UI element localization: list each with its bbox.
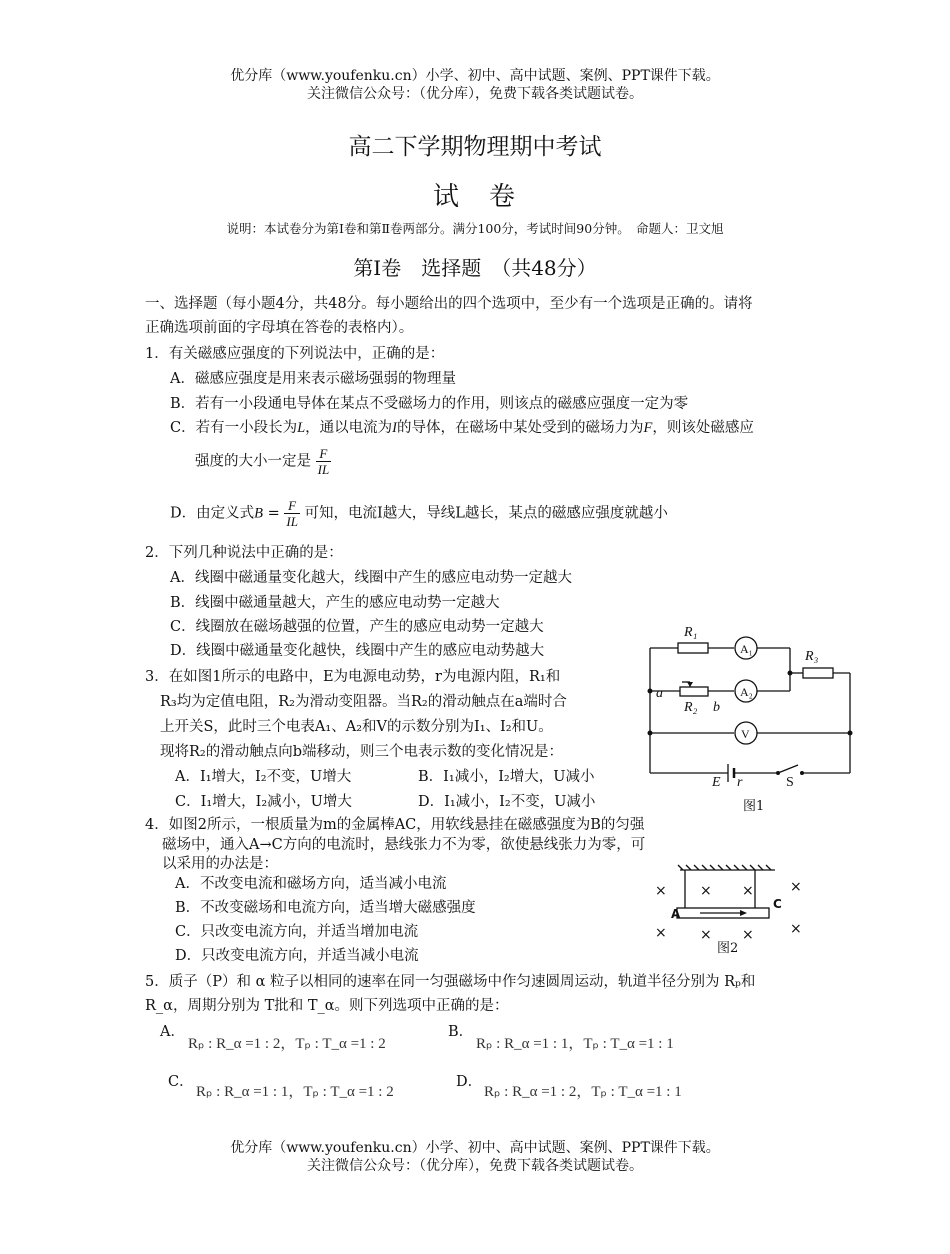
exam-note: 说明：本试卷分为第Ⅰ卷和第Ⅱ卷两部分。满分100分，考试时间90分钟。 命题人：卫文旭: [226, 221, 724, 236]
fraction-numerator: F: [284, 498, 300, 514]
figure-2-magnetic-field: [645, 862, 820, 962]
q1-c-text-2: ，通以电流为: [305, 420, 393, 436]
q1-option-a: A．磁感应强度是用来表示磁场强弱的物理量: [170, 371, 456, 387]
fig2-label-a: A: [671, 907, 681, 921]
q1-c-var-l: L: [297, 420, 306, 436]
q4-line-3: 以采用的办法是：: [162, 856, 278, 872]
q3-option-b: B．I₁减小，I₂增大，U减小: [418, 769, 595, 785]
fraction-denominator: IL: [317, 462, 330, 477]
footer-line-2: 关注微信公众号：（优分库），免费下载各类试题试卷。: [307, 1158, 643, 1174]
exam-subtitle: 试 卷: [432, 182, 517, 212]
q1-c-text-3: 的导体，在磁场中某处受到的磁场力为: [397, 420, 644, 436]
q5-option-b-label: B．: [448, 1024, 474, 1040]
q1-d-text-2: 可知，电流Ⅰ越大，导线L越长，某点的磁感应强度就越小: [304, 505, 668, 522]
q1-option-c: [170, 418, 754, 438]
q1-c-text-4: ，则该处磁感应: [652, 420, 754, 436]
q4-option-c: C．只改变电流方向，并适当增加电流: [175, 924, 419, 940]
fraction-numerator: F: [316, 446, 332, 462]
fig1-label-s: S: [786, 775, 794, 790]
q2-option-d: D．线圈中磁通量变化越快，线圈中产生的感应电动势越大: [170, 643, 545, 659]
q1-c-fraction: [316, 446, 332, 477]
q5-option-d-expr: Rₚ : R_α =1 : 2，Tₚ : T_α =1 : 1: [484, 1084, 682, 1100]
q4-line-2: 磁场中，通入A→C方向的电流时，悬线张力不为零，欲使悬线张力为零，可: [162, 837, 646, 853]
q3-line-4: 现将R₂的滑动触点向b端移动，则三个电表示数的变化情况是：: [160, 744, 564, 760]
q1-c-text-5: 强度的大小一定是: [195, 453, 311, 470]
fig1-label-a1: A₁: [740, 642, 753, 656]
instructions-line-1: 一、选择题（每小题4分，共48分。每小题给出的四个选项中，至少有一个选项是正确的。请将: [145, 296, 753, 312]
q5-option-b-expr: Rₚ : R_α =1 : 1，Tₚ : T_α =1 : 1: [476, 1036, 674, 1052]
q1-d-eq: =: [263, 505, 280, 522]
q1-c-text-1: C．若有一小段长为: [170, 420, 298, 436]
q4-option-d: D．只改变电流方向，并适当减小电流: [175, 948, 419, 964]
q1-option-b: B．若有一小段通电导体在某点不受磁场力的作用，则该点的磁感应强度一定为零: [170, 396, 689, 412]
fig1-label-r2: R₂: [684, 700, 698, 715]
q5-line-2: R_α，周期分别为 T批和 T_α。则下列选项中正确的是：: [145, 998, 509, 1014]
fig2-cross: ×: [742, 883, 754, 899]
q1-d-var-b: B: [254, 505, 263, 522]
fig1-label-a: a: [656, 686, 663, 701]
q2-stem: 2．下列几种说法中正确的是：: [145, 545, 343, 561]
instructions-line-2: 正确选项前面的字母填在答卷的表格内）。: [145, 320, 414, 336]
q3-option-c: C．I₁增大，I₂减小，U增大: [175, 794, 352, 810]
fig2-cross: ×: [790, 879, 802, 895]
q5-line-1: 5．质子（P）和 α 粒子以相同的速率在同一匀强磁场中作匀速圆周运动，轨道半径分别为 Rₚ和: [145, 974, 756, 990]
q5-option-a-expr: Rₚ : R_α =1 : 2，Tₚ : T_α =1 : 2: [188, 1036, 386, 1052]
q2-option-b: B．线圈中磁通量越大，产生的感应电动势一定越大: [170, 595, 500, 611]
q4-option-b: B．不改变磁场和电流方向，适当增大磁感强度: [175, 900, 476, 916]
section-title: 第Ⅰ卷 选择题 （共48分）: [353, 256, 597, 280]
fig1-label-v: V: [741, 727, 750, 741]
q1-c-var-i: I: [392, 420, 398, 436]
q4-line-1: 4．如图2所示，一根质量为m的金属棒AC，用软线悬挂在磁感强度为B的匀强: [145, 817, 645, 833]
q1-c-var-f: F: [643, 420, 653, 436]
q5-option-c-expr: Rₚ : R_α =1 : 1，Tₚ : T_α =1 : 2: [196, 1084, 394, 1100]
footer-line-1: 优分库（www.youfenku.cn）小学、初中、高中试题、案例、PPT课件下载。: [230, 1140, 720, 1156]
fig1-label-r1: R₁: [684, 625, 698, 640]
fig2-cross: ×: [655, 925, 667, 941]
figure-1-circuit: [640, 618, 870, 818]
q1-option-c-cont: [195, 446, 331, 477]
exam-title: 高二下学期物理期中考试: [348, 134, 602, 160]
header-line-1: 优分库（www.youfenku.cn）小学、初中、高中试题、案例、PPT课件下载。: [230, 68, 720, 84]
q5-option-c-label: C．: [168, 1074, 194, 1090]
q5-option-d-label: D．: [456, 1074, 483, 1090]
fig1-label-r3: R₃: [805, 649, 819, 664]
fig1-caption: 图1: [743, 799, 765, 814]
q3-line-3: 上开关S，此时三个电表A₁、A₂和V的示数分别为I₁、I₂和U。: [160, 719, 553, 735]
q5-option-a-label: A．: [160, 1024, 185, 1040]
q2-option-c: C．线圈放在磁场越强的位置，产生的感应电动势一定越大: [170, 619, 544, 635]
fig1-label-b: b: [713, 700, 720, 715]
header-line-2: 关注微信公众号：（优分库），免费下载各类试题试卷。: [307, 86, 643, 102]
fig2-cross: ×: [700, 927, 712, 943]
q1-stem: 1．有关磁感应强度的下列说法中，正确的是：: [145, 346, 445, 362]
q3-option-a: A．I₁增大，I₂不变，U增大: [175, 769, 352, 785]
q2-option-a: A．线圈中磁通量变化越大，线圈中产生的感应电动势一定越大: [170, 570, 572, 586]
fig1-label-e: E: [712, 775, 721, 790]
q3-option-d: D．I₁减小，I₂不变，U减小: [418, 794, 596, 810]
fig2-caption: 图2: [717, 941, 739, 956]
q1-d-text-1: D．由定义式: [170, 505, 255, 522]
fraction-denominator: IL: [286, 514, 298, 529]
q1-option-d: [170, 498, 668, 529]
fig2-cross: ×: [700, 883, 712, 899]
fig1-label-r: r: [737, 775, 743, 790]
fig1-label-a2: A₂: [740, 685, 753, 699]
q3-line-1: 3．在如图1所示的电路中，E为电源电动势，r为电源内阻，R₁和: [145, 669, 561, 685]
fig2-cross: ×: [655, 883, 667, 899]
fig2-label-c: C: [773, 897, 782, 911]
q4-option-a: A．不改变电流和磁场方向，适当减小电流: [175, 876, 447, 892]
q3-line-2: R₃均为定值电阻，R₂为滑动变阻器。当R₂的滑动触点在a端时合: [160, 694, 567, 710]
fig2-cross: ×: [742, 927, 754, 943]
q1-d-fraction: [284, 498, 300, 529]
fig2-cross: ×: [790, 921, 802, 937]
